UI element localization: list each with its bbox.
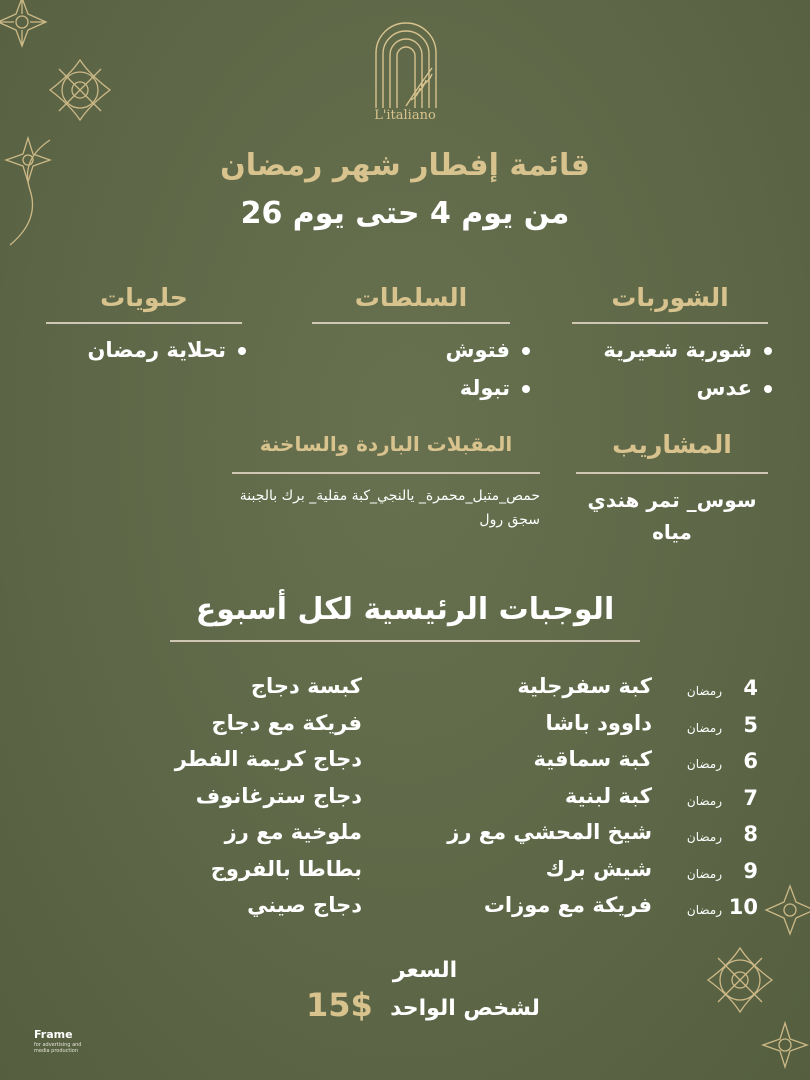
frame-credit: Frame bbox=[34, 1028, 73, 1041]
list-soups bbox=[560, 338, 772, 414]
meal-day-label: رمضان bbox=[686, 757, 722, 771]
meal-option-a: كبة لبنية bbox=[564, 783, 652, 808]
section-title-soups: الشوربات bbox=[611, 283, 729, 312]
meal-option-b: دجاج كريمة الفطر bbox=[174, 747, 362, 771]
meal-option-b: فريكة مع دجاج bbox=[211, 710, 362, 735]
list-item: شوربة شعيرية bbox=[560, 338, 772, 362]
meal-row bbox=[0, 857, 810, 893]
meal-option-b: ملوخية مع رز bbox=[224, 820, 362, 844]
meal-option-b: كبسة دجاج bbox=[250, 674, 362, 698]
meal-row bbox=[0, 820, 810, 856]
meal-option-a: فريكة مع موزات bbox=[483, 893, 652, 917]
meal-row bbox=[0, 784, 810, 820]
divider bbox=[576, 472, 768, 474]
page-title: قائمة إفطار شهر رمضان bbox=[220, 148, 590, 183]
list-item: عدس bbox=[560, 376, 772, 400]
section-title-salads: السلطات bbox=[354, 283, 468, 312]
frame-credit-sub: for advertising and media production bbox=[34, 1042, 82, 1054]
meal-day-label: رمضان bbox=[686, 793, 722, 808]
page-subtitle: من يوم 4 حتى يوم 26 bbox=[240, 196, 570, 231]
price-value: 15$ bbox=[306, 986, 373, 1024]
section-title-appetizers: المقبلات الباردة والساخنة bbox=[259, 432, 513, 456]
meal-row bbox=[0, 674, 810, 710]
meal-day-number: 10 bbox=[728, 895, 758, 919]
list-item: فتوش bbox=[300, 338, 530, 362]
meal-day-number: 8 bbox=[743, 822, 758, 846]
meal-row bbox=[0, 747, 810, 783]
section-title-drinks: المشاريب bbox=[612, 430, 732, 459]
meal-day-label: رمضان bbox=[686, 866, 722, 881]
meal-row bbox=[0, 893, 810, 929]
meal-option-a: كبة سفرجلية bbox=[517, 674, 652, 698]
price-label: السعر bbox=[392, 958, 458, 983]
meal-option-a: كبة سماقية bbox=[533, 747, 652, 771]
divider bbox=[170, 640, 640, 642]
meal-option-b: بطاطا بالفروج bbox=[210, 856, 362, 881]
meal-option-a: داوود باشا bbox=[545, 710, 652, 735]
list-item: تحلاية رمضان bbox=[40, 338, 246, 362]
meal-day-number: 4 bbox=[743, 676, 758, 700]
meal-option-b: دجاج صيني bbox=[247, 893, 362, 917]
meal-day-number: 5 bbox=[743, 712, 758, 737]
weekly-meals-title: الوجبات الرئيسية لكل أسبوع bbox=[195, 592, 615, 627]
meal-option-a: شيش برك bbox=[545, 856, 652, 881]
list-item: تبولة bbox=[300, 376, 530, 400]
meal-day-number: 6 bbox=[743, 749, 758, 773]
meal-day-label: رمضان bbox=[686, 684, 722, 698]
meal-day-number: 9 bbox=[743, 858, 758, 883]
meal-option-a: شيخ المحشي مع رز bbox=[447, 820, 652, 844]
list-desserts bbox=[40, 338, 246, 376]
meal-day-label: رمضان bbox=[686, 720, 722, 735]
divider bbox=[572, 322, 768, 324]
brand-logo-text: L'italiano bbox=[374, 108, 436, 123]
list-salads bbox=[300, 338, 530, 414]
divider bbox=[232, 472, 540, 474]
meal-day-label: رمضان bbox=[686, 903, 722, 917]
drinks-list: سوس_ تمر هندي مياه bbox=[587, 488, 757, 544]
divider bbox=[46, 322, 242, 324]
meal-row bbox=[0, 711, 810, 747]
price-per-person: لشخص الواحد bbox=[390, 996, 540, 1021]
divider bbox=[312, 322, 510, 324]
meal-day-label: رمضان bbox=[686, 830, 722, 844]
meal-option-b: دجاج سترغانوف bbox=[195, 783, 362, 808]
section-title-desserts: حلويات bbox=[100, 283, 188, 312]
appetizers-list: حمص_متبل_محمرة_ يالنجي_كبة مقلية_ برك بالجبنة سجق رول bbox=[239, 488, 540, 528]
meal-day-number: 7 bbox=[743, 785, 758, 810]
